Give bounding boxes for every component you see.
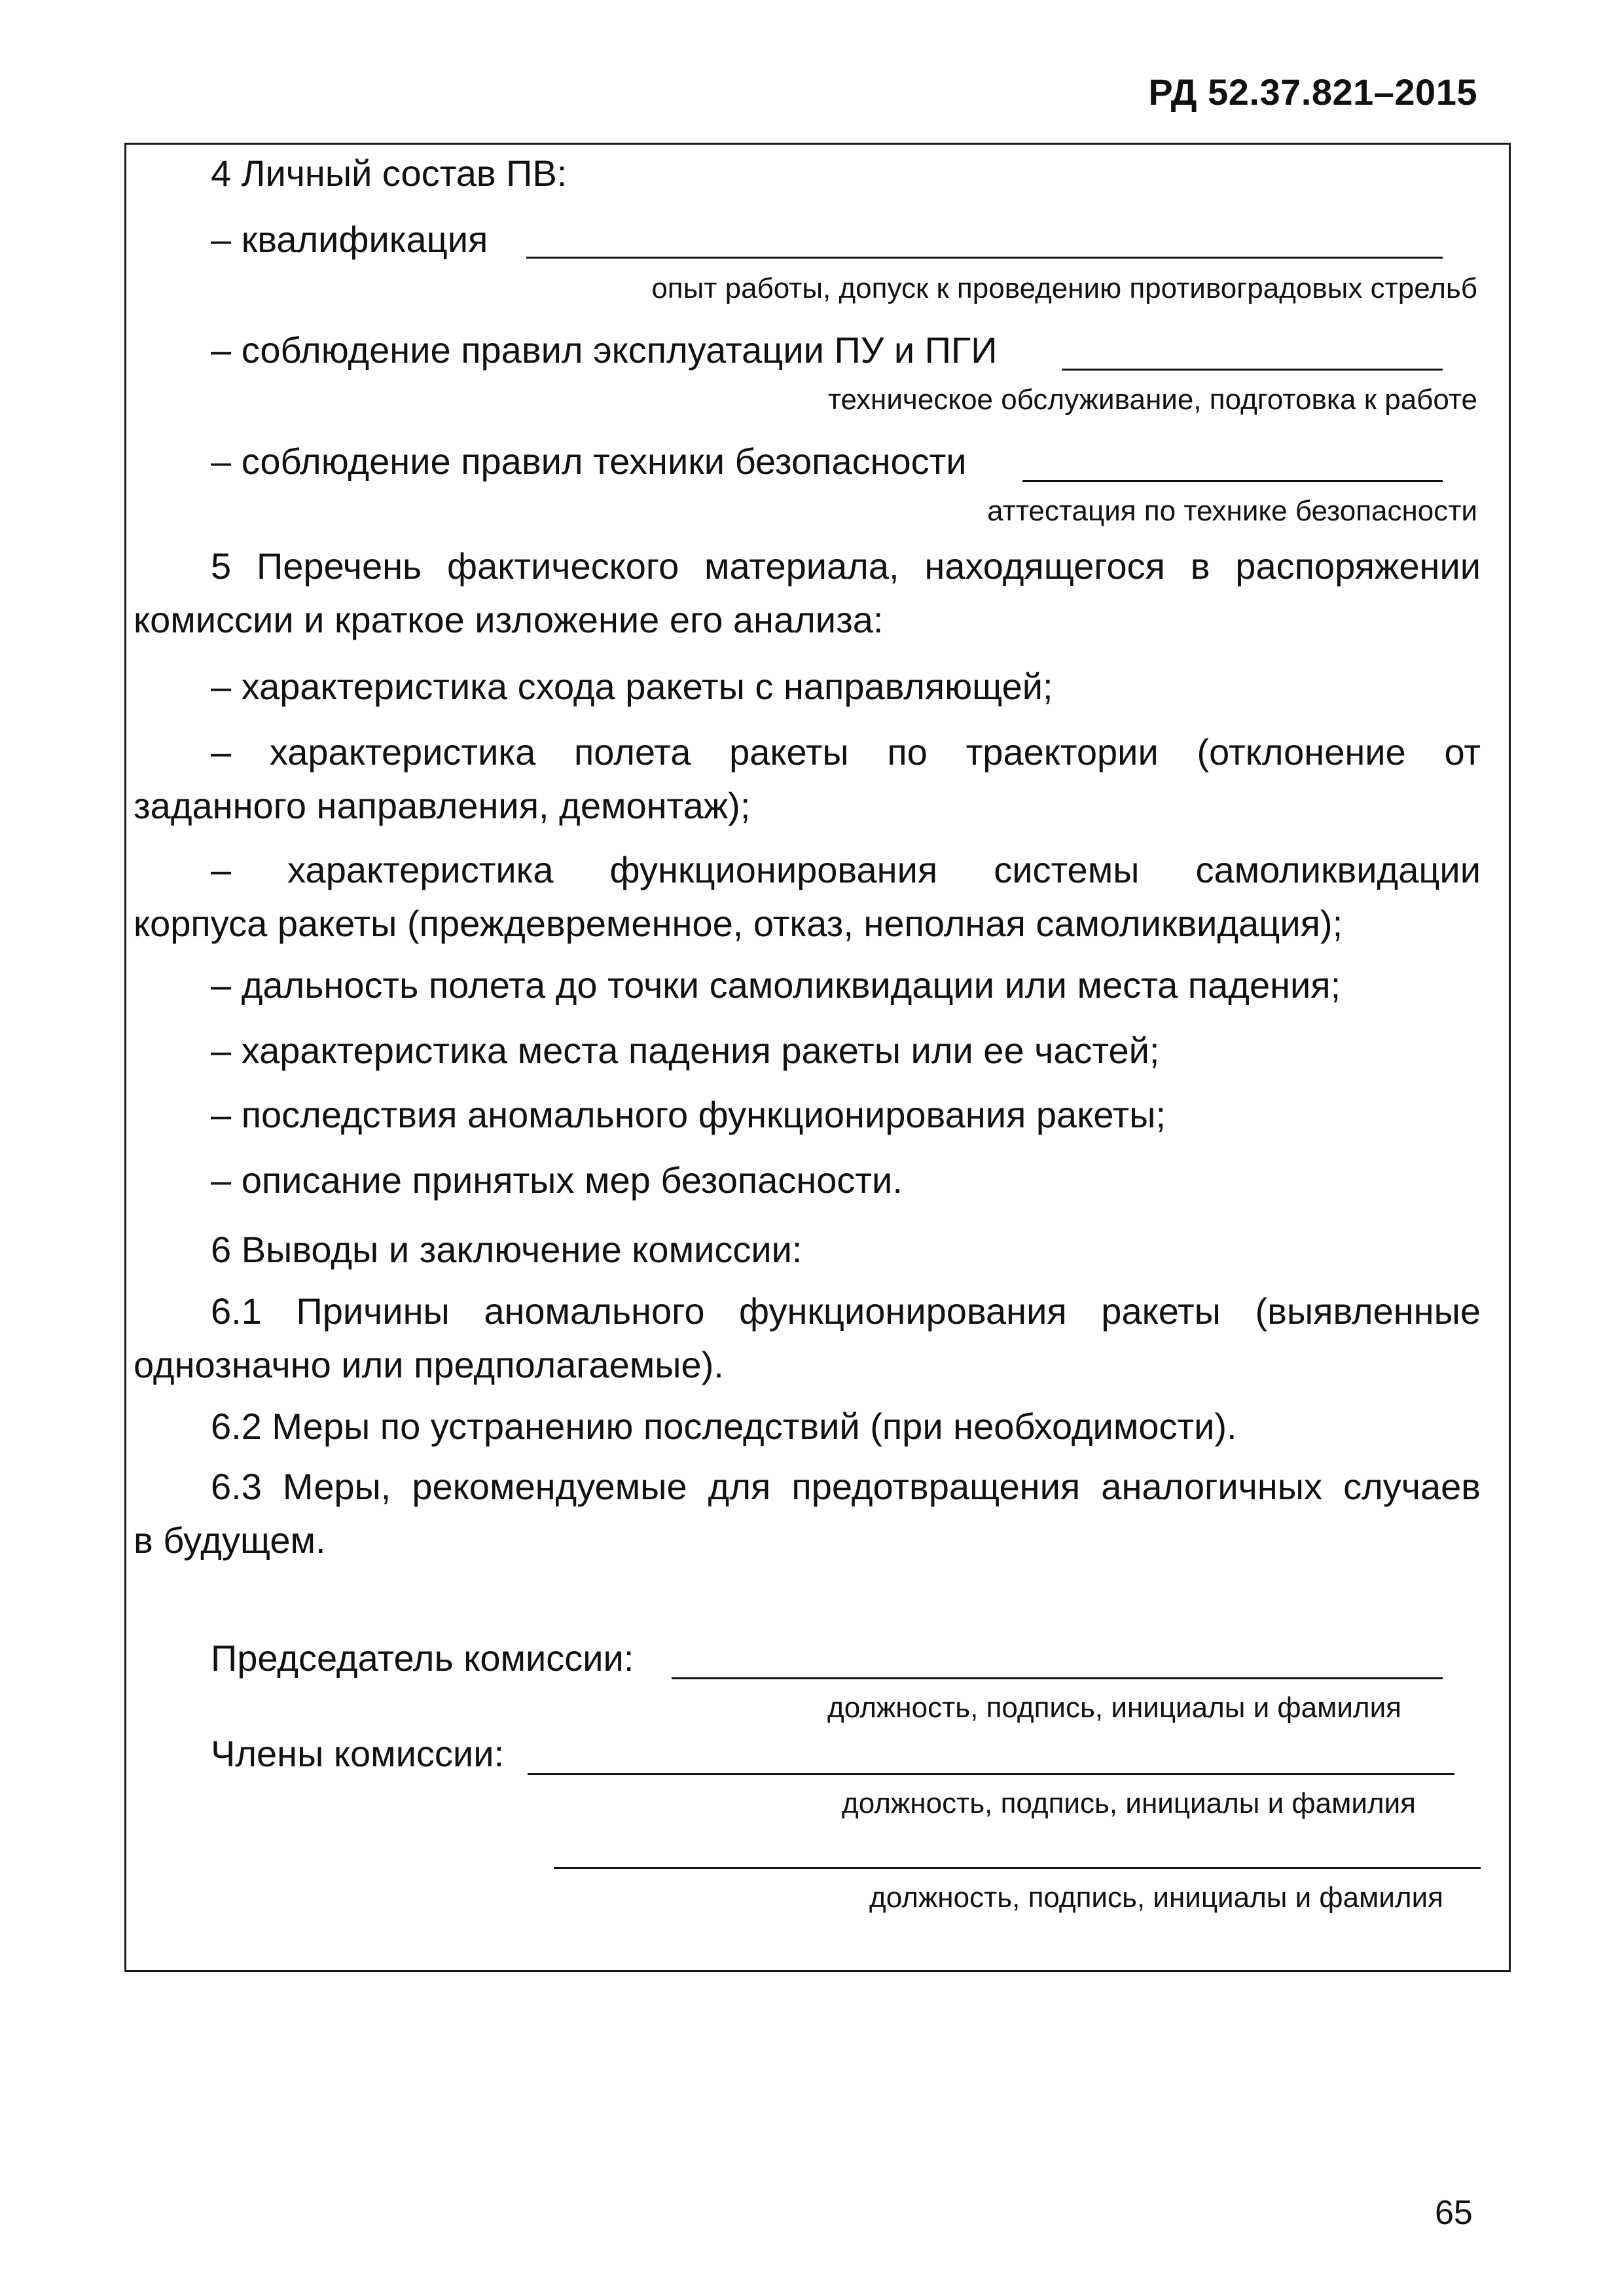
section-6-1 <box>134 1285 1481 1392</box>
member-2-signature-line <box>554 1867 1481 1869</box>
safety-hint: аттестация по технике безопасности <box>987 495 1477 527</box>
member-1-signature-line <box>528 1773 1454 1775</box>
chairman-hint: должность, подпись, инициалы и фамилия <box>827 1692 1401 1724</box>
section-5-item-7: – описание принятых мер безопасности. <box>211 1159 903 1201</box>
chairman-signature-line <box>672 1677 1443 1679</box>
member-1-hint: должность, подпись, инициалы и фамилия <box>842 1787 1416 1819</box>
rules-operation-label: – соблюдение правил эксплуатации ПУ и ПГИ <box>211 329 998 371</box>
section-5-item-6: – последствия аномального функционирования ракеты; <box>211 1094 1166 1135</box>
safety-label: – соблюдение правил техники безопасности <box>211 441 967 482</box>
section-5-title-line-2: комиссии и краткое изложение его анализа: <box>134 599 884 640</box>
section-6-3-line-1: 6.3 Меры, рекомендуемые для предотвращения аналогичных случаев <box>211 1466 1481 1507</box>
section-4-title: 4 Личный состав ПВ: <box>211 153 568 194</box>
section-5-title-line-1: 5 Перечень фактического материала, находящегося в распоряжении <box>211 545 1481 587</box>
section-6-3 <box>134 1460 1481 1567</box>
section-5-item-1: – характеристика схода ракеты с направляющей; <box>211 666 1053 707</box>
section-5-item-2-line-1: – характеристика полета ракеты по траектории (отклонение от <box>211 731 1481 773</box>
qualification-hint: опыт работы, допуск к проведению противоградовых стрельб <box>651 272 1477 304</box>
section-5-item-5: – характеристика места падения ракеты или ее частей; <box>211 1030 1160 1071</box>
section-6-title: 6 Выводы и заключение комиссии: <box>211 1229 803 1270</box>
section-5-item-3-line-1: – характеристика функционирования системы самоликвидации <box>211 849 1481 890</box>
members-label: Члены комиссии: <box>211 1733 505 1774</box>
section-5-item-3 <box>134 843 1481 951</box>
section-5-item-2-line-2: заданного направления, демонтаж); <box>134 785 751 826</box>
safety-field-line <box>1022 480 1443 482</box>
section-6-1-line-2: однозначно или предполагаемые). <box>134 1344 724 1385</box>
section-6-1-line-1: 6.1 Причины аномального функционирования ракеты (выявленные <box>211 1290 1481 1332</box>
rules-operation-field-line <box>1062 369 1443 371</box>
page-number: 65 <box>1435 2194 1473 2232</box>
section-6-2: 6.2 Меры по устранению последствий (при необходимости). <box>211 1406 1237 1447</box>
section-5-item-2 <box>134 725 1481 833</box>
qualification-field-line <box>526 257 1443 259</box>
member-2-hint: должность, подпись, инициалы и фамилия <box>869 1882 1443 1914</box>
rules-operation-hint: техническое обслуживание, подготовка к работе <box>827 384 1477 416</box>
section-5-item-4: – дальность полета до точки самоликвидации или места падения; <box>211 964 1341 1006</box>
qualification-label: – квалификация <box>211 219 488 260</box>
section-5-title <box>134 539 1481 647</box>
chairman-label: Председатель комиссии: <box>211 1637 634 1679</box>
section-6-3-line-2: в будущем. <box>134 1520 326 1561</box>
document-code: РД 52.37.821–2015 <box>1148 71 1477 113</box>
section-5-item-3-line-2: корпуса ракеты (преждевременное, отказ, неполная самоликвидация); <box>134 903 1343 944</box>
